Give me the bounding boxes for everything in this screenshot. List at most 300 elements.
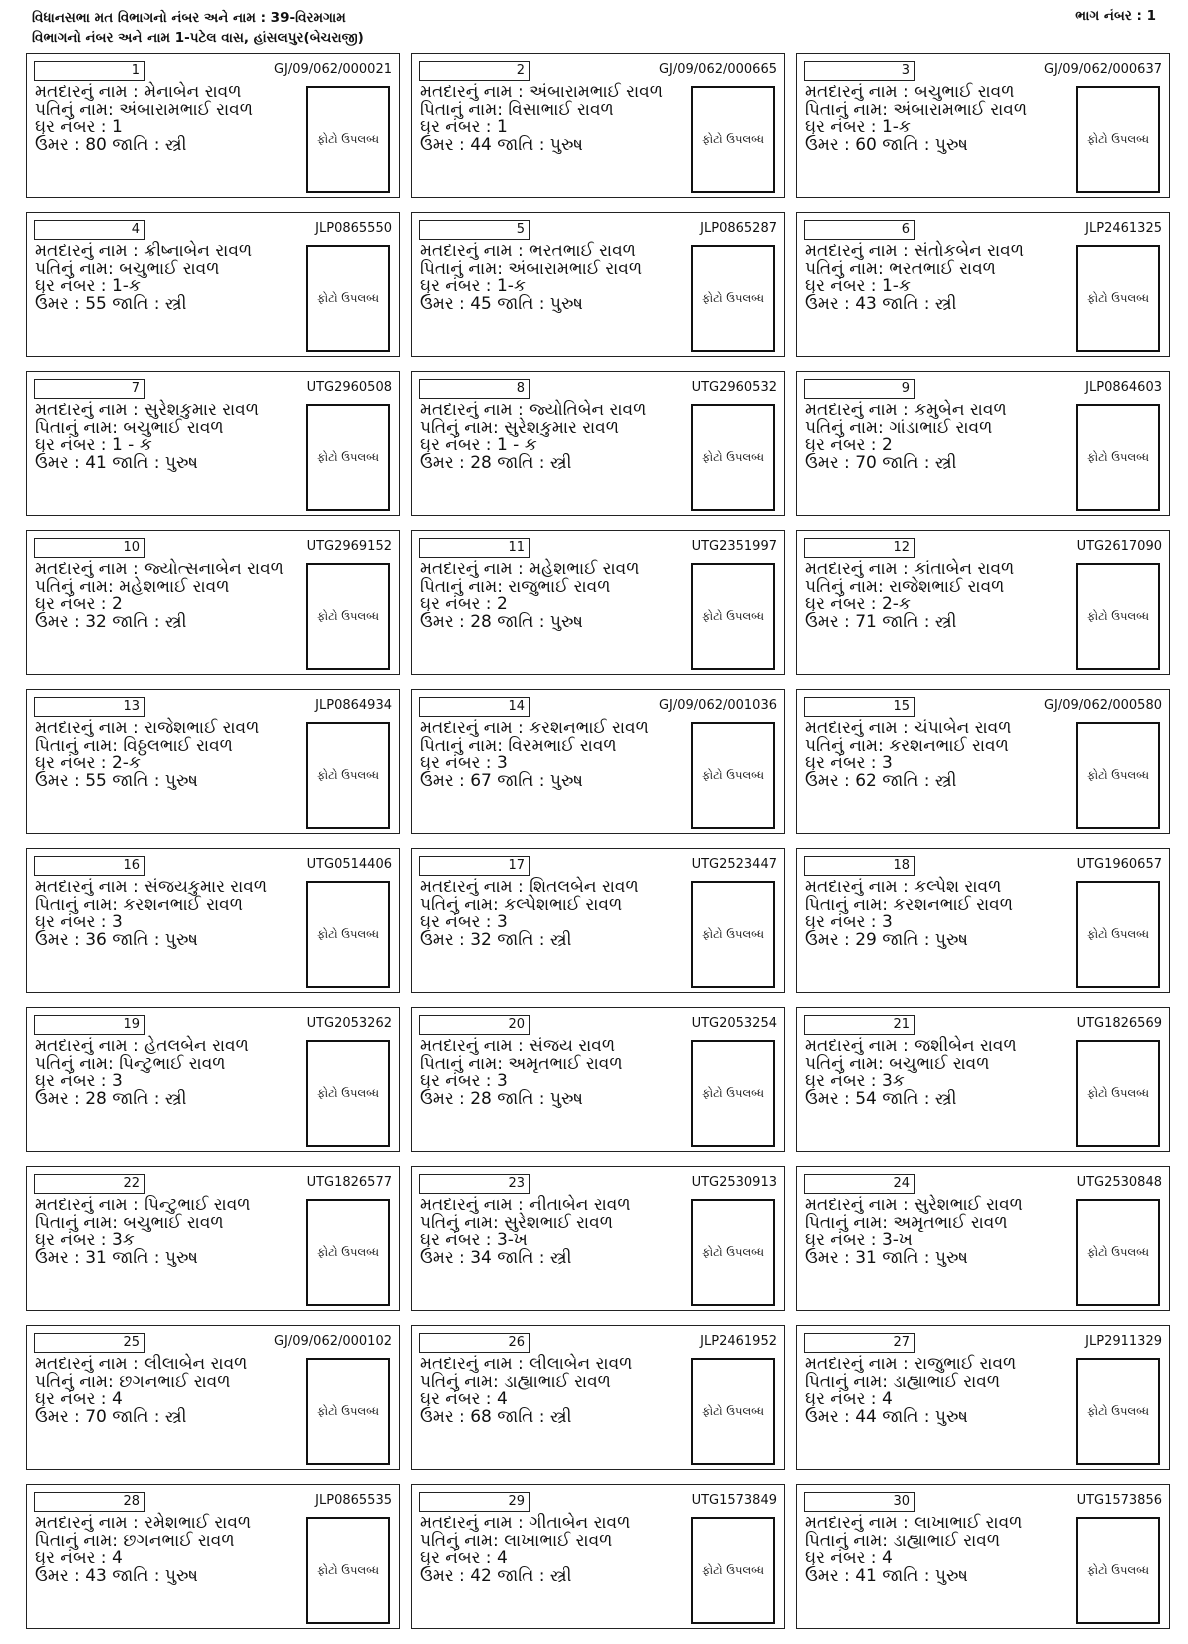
house-number: 1-ક (881, 276, 911, 296)
serial-number: 19 (34, 1015, 145, 1035)
age-label: ઉંમર : (805, 770, 856, 791)
photo-available-label: ફોટો ઉપલબ્ધ (1087, 1563, 1149, 1577)
photo-placeholder (691, 722, 775, 829)
gender-label: જાતિ : (876, 770, 935, 791)
gender-label: જાતિ : (106, 611, 165, 632)
voter-grid (26, 53, 1170, 1629)
photo-available-label: ફોટો ઉપલબ્ધ (1087, 291, 1149, 305)
photo-placeholder (306, 404, 390, 511)
photo-placeholder (1076, 1199, 1160, 1306)
part-number: ભાગ નંબર : 1 (1075, 8, 1156, 24)
voter-card (796, 212, 1170, 357)
age-value: 54 (855, 1088, 877, 1109)
age-label: ઉંમર : (35, 1565, 86, 1586)
photo-placeholder (1076, 1358, 1160, 1465)
gender-value: સ્ત્રી (164, 1088, 187, 1109)
house-label: ઘર નંબર : (805, 1389, 882, 1409)
voter-details (805, 402, 1075, 472)
voter-details (420, 84, 690, 154)
epic-number: UTG2960508 (306, 380, 392, 395)
voter-details (805, 1515, 1075, 1585)
photo-available-label: ફોટો ઉપલબ્ધ (317, 768, 379, 782)
age-gender-line (420, 1565, 690, 1586)
house-number: 4 (881, 1548, 893, 1568)
gender-value: પુરુષ (549, 134, 583, 155)
voter-details (805, 879, 1075, 949)
relation-name: બચુભાઈ રાવળ (123, 417, 224, 438)
relation-label: પિતાનું નામ: (35, 417, 124, 438)
house-label: ઘર નંબર : (805, 117, 882, 137)
age-value: 28 (470, 452, 492, 473)
epic-number: JLP2461952 (700, 1334, 777, 1349)
epic-number: JLP0865550 (315, 221, 392, 236)
voter-card (411, 1325, 785, 1470)
serial-number: 5 (419, 220, 530, 240)
gender-value: સ્ત્રી (164, 611, 187, 632)
relation-name: ભરતભાઈ રાવળ (889, 258, 996, 279)
serial-number: 13 (34, 697, 145, 717)
gender-label: જાતિ : (106, 134, 165, 155)
photo-available-label: ફોટો ઉપલબ્ધ (1087, 132, 1149, 146)
serial-number: 17 (419, 856, 530, 876)
age-gender-line (35, 1406, 305, 1427)
photo-available-label: ફોટો ઉપલબ્ધ (317, 132, 379, 146)
epic-number: UTG2053254 (691, 1016, 777, 1031)
age-label: ઉંમર : (805, 929, 856, 950)
voter-details (805, 720, 1075, 790)
house-label: ઘર નંબર : (420, 1071, 497, 1091)
age-gender-line (805, 1247, 1075, 1268)
gender-value: સ્ત્રી (164, 293, 187, 314)
age-value: 67 (470, 770, 492, 791)
relation-name: સુરેશભાઈ રાવળ (504, 1212, 613, 1233)
age-gender-line (420, 134, 690, 155)
gender-label: જાતિ : (106, 1088, 165, 1109)
age-value: 43 (85, 1565, 107, 1586)
voter-name: કલ્પેશ રાવળ (914, 877, 1002, 897)
age-label: ઉંમર : (420, 1247, 471, 1268)
voter-name: સંજયકુમાર રાવળ (144, 877, 268, 897)
house-number: 1 (111, 117, 123, 137)
age-gender-line (35, 770, 305, 791)
relation-label: પતિનું નામ: (805, 576, 890, 597)
gender-label: જાતિ : (491, 1565, 550, 1586)
age-value: 55 (85, 293, 107, 314)
age-value: 71 (855, 611, 877, 632)
age-value: 41 (85, 452, 107, 473)
house-label: ઘર નંબર : (420, 1389, 497, 1409)
voter-name-label: મતદારનું નામ : (35, 241, 145, 261)
voter-details (35, 561, 305, 631)
voter-name-label: મતદારનું નામ : (805, 82, 915, 102)
age-gender-line (805, 1406, 1075, 1427)
house-label: ઘર નંબર : (805, 1071, 882, 1091)
voter-name-label: મતદારનું નામ : (805, 1513, 915, 1533)
age-value: 31 (85, 1247, 107, 1268)
voter-name-label: મતદારનું નામ : (420, 1036, 530, 1056)
epic-number: UTG0514406 (306, 857, 392, 872)
serial-number: 22 (34, 1174, 145, 1194)
relation-name: બચુભાઈ રાવળ (123, 1212, 224, 1233)
age-label: ઉંમર : (420, 1088, 471, 1109)
section-title: વિભાગનો નંબર અને નામ 1-પટેલ વાસ, હાંસલપુર(બેચરાજી) (32, 30, 364, 46)
age-gender-line (35, 929, 305, 950)
age-label: ઉંમર : (35, 293, 86, 314)
house-label: ઘર નંબર : (35, 1389, 112, 1409)
age-gender-line (35, 1247, 305, 1268)
house-label: ઘર નંબર : (805, 1230, 882, 1250)
relation-label: પિતાનું નામ: (420, 258, 509, 279)
gender-value: સ્ત્રી (164, 134, 187, 155)
gender-label: જાતિ : (491, 134, 550, 155)
epic-number: UTG2960532 (691, 380, 777, 395)
photo-placeholder (691, 86, 775, 193)
voter-card (26, 1007, 400, 1152)
voter-name: જશીબેન રાવળ (914, 1036, 1017, 1056)
serial-number: 29 (419, 1492, 530, 1512)
relation-name: અંબારામભાઈ રાવળ (893, 99, 1028, 120)
relation-label: પતિનું નામ: (805, 417, 890, 438)
voter-details (35, 1197, 305, 1267)
voter-name-label: મતદારનું નામ : (805, 877, 915, 897)
relation-name: રાજેશભાઈ રાવળ (889, 576, 1005, 597)
age-gender-line (35, 134, 305, 155)
age-label: ઉંમર : (35, 134, 86, 155)
relation-name: કરશનભાઈ રાવળ (893, 894, 1014, 915)
gender-label: જાતિ : (491, 611, 550, 632)
voter-details (805, 1197, 1075, 1267)
age-gender-line (420, 1247, 690, 1268)
relation-label: પિતાનું નામ: (805, 1212, 894, 1233)
photo-available-label: ફોટો ઉપલબ્ધ (702, 1245, 764, 1259)
relation-label: પિતાનું નામ: (35, 894, 124, 915)
epic-number: GJ/09/062/000580 (1043, 698, 1162, 713)
serial-number: 2 (419, 61, 530, 81)
photo-available-label: ફોટો ઉપલબ્ધ (317, 450, 379, 464)
voter-name: સુરેશભાઈ રાવળ (914, 1195, 1023, 1215)
voter-card (796, 1325, 1170, 1470)
voter-details (420, 1515, 690, 1585)
voter-card (796, 53, 1170, 198)
voter-name: રાજુભાઈ રાવળ (914, 1354, 1017, 1374)
serial-number: 3 (804, 61, 915, 81)
age-value: 44 (855, 1406, 877, 1427)
house-label: ઘર નંબર : (805, 1548, 882, 1568)
house-number: 3 (111, 912, 123, 932)
voter-name: લાખાભાઈ રાવળ (914, 1513, 1023, 1533)
photo-available-label: ફોટો ઉપલબ્ધ (317, 1563, 379, 1577)
age-gender-line (805, 770, 1075, 791)
age-value: 41 (855, 1565, 877, 1586)
house-label: ઘર નંબર : (35, 912, 112, 932)
gender-label: જાતિ : (876, 134, 935, 155)
serial-number: 7 (34, 379, 145, 399)
relation-label: પતિનું નામ: (420, 894, 505, 915)
age-value: 28 (470, 611, 492, 632)
age-label: ઉંમર : (420, 293, 471, 314)
gender-label: જાતિ : (491, 1247, 550, 1268)
house-number: 2-ક (111, 753, 141, 773)
relation-label: પતિનું નામ: (420, 1212, 505, 1233)
document-header (32, 8, 364, 48)
age-value: 43 (855, 293, 877, 314)
voter-name-label: મતદારનું નામ : (420, 400, 530, 420)
age-gender-line (420, 770, 690, 791)
voter-name-label: મતદારનું નામ : (805, 559, 915, 579)
voter-details (420, 1356, 690, 1426)
gender-value: પુરુષ (164, 1247, 198, 1268)
house-number: 1-ક (111, 276, 141, 296)
voter-card (26, 1166, 400, 1311)
voter-name: જ્યોતિબેન રાવળ (529, 400, 647, 420)
gender-label: જાતિ : (876, 1247, 935, 1268)
relation-name: સુરેશકુમાર રાવળ (504, 417, 620, 438)
age-gender-line (805, 134, 1075, 155)
serial-number: 11 (419, 538, 530, 558)
voter-name: ગીતાબેન રાવળ (529, 1513, 631, 1533)
relation-label: પિતાનું નામ: (805, 894, 894, 915)
voter-name-label: મતદારનું નામ : (35, 1354, 145, 1374)
photo-available-label: ફોટો ઉપલબ્ધ (702, 291, 764, 305)
age-label: ઉંમર : (805, 1088, 856, 1109)
house-label: ઘર નંબર : (805, 594, 882, 614)
voter-card (26, 689, 400, 834)
epic-number: UTG2053262 (306, 1016, 392, 1031)
voter-details (805, 243, 1075, 313)
house-number: 2 (496, 594, 508, 614)
photo-placeholder (306, 722, 390, 829)
voter-name: શિતલબેન રાવળ (529, 877, 639, 897)
relation-label: પતિનું નામ: (805, 258, 890, 279)
relation-label: પિતાનું નામ: (420, 576, 509, 597)
gender-label: જાતિ : (106, 452, 165, 473)
voter-card (411, 1007, 785, 1152)
voter-name-label: મતદારનું નામ : (35, 400, 145, 420)
house-label: ઘર નંબર : (420, 594, 497, 614)
serial-number: 26 (419, 1333, 530, 1353)
house-label: ઘર નંબર : (35, 1548, 112, 1568)
age-value: 29 (855, 929, 877, 950)
house-number: 3 (496, 912, 508, 932)
voter-details (420, 402, 690, 472)
age-gender-line (805, 611, 1075, 632)
age-value: 68 (470, 1406, 492, 1427)
epic-number: JLP0865535 (315, 1493, 392, 1508)
photo-available-label: ફોટો ઉપલબ્ધ (1087, 768, 1149, 782)
relation-name: મહેશભાઈ રાવળ (119, 576, 230, 597)
voter-card (411, 848, 785, 993)
age-value: 80 (85, 134, 107, 155)
house-number: 3 (496, 1071, 508, 1091)
relation-label: પિતાનું નામ: (35, 1212, 124, 1233)
photo-placeholder (1076, 1040, 1160, 1147)
voter-name-label: મતદારનું નામ : (35, 82, 145, 102)
voter-details (420, 561, 690, 631)
voter-name-label: મતદારનું નામ : (35, 559, 145, 579)
voter-name-label: મતદારનું નામ : (805, 1354, 915, 1374)
photo-placeholder (306, 1517, 390, 1624)
relation-name: કલ્પેશભાઈ રાવળ (504, 894, 623, 915)
serial-number: 18 (804, 856, 915, 876)
voter-details (805, 84, 1075, 154)
photo-placeholder (691, 1358, 775, 1465)
voter-name: સુરેશકુમાર રાવળ (144, 400, 260, 420)
age-value: 55 (85, 770, 107, 791)
age-label: ઉંમર : (420, 1565, 471, 1586)
photo-placeholder (691, 245, 775, 352)
gender-label: જાતિ : (876, 1406, 935, 1427)
gender-label: જાતિ : (106, 1247, 165, 1268)
gender-value: સ્ત્રી (934, 293, 957, 314)
voter-name: કમુબેન રાવળ (914, 400, 1007, 420)
house-number: 1 - ક (111, 435, 152, 455)
voter-details (35, 1356, 305, 1426)
photo-available-label: ફોટો ઉપલબ્ધ (1087, 1086, 1149, 1100)
voter-name-label: મતદારનું નામ : (35, 877, 145, 897)
gender-label: જાતિ : (876, 929, 935, 950)
relation-label: પતિનું નામ: (420, 1530, 505, 1551)
assembly-constituency-title: વિધાનસભા મત વિભાગનો નંબર અને નામ : 39-વિરમગામ (32, 10, 346, 26)
gender-label: જાતિ : (491, 1406, 550, 1427)
epic-number: UTG1573849 (691, 1493, 777, 1508)
voter-name: મહેશભાઈ રાવળ (529, 559, 640, 579)
photo-placeholder (306, 881, 390, 988)
gender-label: જાતિ : (491, 770, 550, 791)
photo-available-label: ફોટો ઉપલબ્ધ (1087, 1245, 1149, 1259)
voter-name-label: મતદારનું નામ : (35, 718, 145, 738)
age-gender-line (805, 293, 1075, 314)
relation-label: પતિનું નામ: (805, 1053, 890, 1074)
age-label: ઉંમર : (35, 1088, 86, 1109)
voter-name-label: મતદારનું નામ : (805, 241, 915, 261)
voter-name: કરશનભાઈ રાવળ (529, 718, 649, 738)
epic-number: UTG1826577 (306, 1175, 392, 1190)
gender-label: જાતિ : (106, 1406, 165, 1427)
epic-number: UTG1573856 (1076, 1493, 1162, 1508)
voter-details (35, 720, 305, 790)
voter-details (35, 879, 305, 949)
voter-card (411, 1166, 785, 1311)
age-value: 70 (855, 452, 877, 473)
age-label: ઉંમર : (805, 293, 856, 314)
relation-name: ડાહ્યાભાઈ રાવળ (893, 1371, 1001, 1392)
gender-label: જાતિ : (491, 293, 550, 314)
relation-name: પિન્ટુભાઈ રાવળ (119, 1053, 226, 1074)
relation-name: વિરમભાઈ રાવળ (508, 735, 617, 756)
house-number: 3 (111, 1071, 123, 1091)
voter-name: કાંતાબેન રાવળ (914, 559, 1015, 579)
photo-available-label: ફોટો ઉપલબ્ધ (1087, 450, 1149, 464)
photo-placeholder (691, 881, 775, 988)
house-label: ઘર નંબર : (35, 594, 112, 614)
photo-placeholder (1076, 563, 1160, 670)
house-number: 3 (881, 753, 893, 773)
voter-card (26, 212, 400, 357)
gender-label: જાતિ : (106, 1565, 165, 1586)
relation-name: બચુભાઈ રાવળ (889, 1053, 990, 1074)
serial-number: 9 (804, 379, 915, 399)
house-label: ઘર નંબર : (420, 753, 497, 773)
relation-label: પતિનું નામ: (35, 1371, 120, 1392)
photo-placeholder (691, 563, 775, 670)
voter-card (26, 1484, 400, 1629)
age-gender-line (420, 1088, 690, 1109)
house-label: ઘર નંબર : (805, 912, 882, 932)
epic-number: UTG2530913 (691, 1175, 777, 1190)
voter-name-label: મતદારનું નામ : (420, 82, 530, 102)
gender-value: પુરુષ (549, 611, 583, 632)
voter-details (805, 1038, 1075, 1108)
relation-label: પતિનું નામ: (420, 1371, 505, 1392)
epic-number: UTG2617090 (1076, 539, 1162, 554)
photo-available-label: ફોટો ઉપલબ્ધ (1087, 609, 1149, 623)
epic-number: GJ/09/062/000102 (273, 1334, 392, 1349)
photo-available-label: ફોટો ઉપલબ્ધ (317, 927, 379, 941)
house-label: ઘર નંબર : (420, 276, 497, 296)
serial-number: 23 (419, 1174, 530, 1194)
house-label: ઘર નંબર : (420, 1548, 497, 1568)
relation-label: પતિનું નામ: (420, 417, 505, 438)
voter-details (35, 84, 305, 154)
voter-name: લીલાબેન રાવળ (144, 1354, 248, 1374)
house-label: ઘર નંબર : (35, 753, 112, 773)
gender-label: જાતિ : (106, 770, 165, 791)
gender-label: જાતિ : (876, 1088, 935, 1109)
gender-value: પુરુષ (164, 929, 198, 950)
gender-label: જાતિ : (491, 929, 550, 950)
serial-number: 12 (804, 538, 915, 558)
house-number: 3ક (881, 1071, 905, 1091)
voter-name: રમેશભાઈ રાવળ (144, 1513, 252, 1533)
gender-value: પુરુષ (549, 293, 583, 314)
voter-details (420, 720, 690, 790)
house-number: 4 (881, 1389, 893, 1409)
gender-label: જાતિ : (876, 1565, 935, 1586)
relation-name: અંબારામભાઈ રાવળ (119, 99, 253, 120)
gender-value: પુરુષ (934, 134, 968, 155)
house-number: 2 (111, 594, 123, 614)
epic-number: GJ/09/062/001036 (658, 698, 777, 713)
voter-name-label: મતદારનું નામ : (420, 718, 530, 738)
serial-number: 6 (804, 220, 915, 240)
age-label: ઉંમર : (420, 134, 471, 155)
photo-placeholder (691, 1199, 775, 1306)
age-gender-line (420, 1406, 690, 1427)
gender-value: પુરુષ (934, 929, 968, 950)
epic-number: UTG1826569 (1076, 1016, 1162, 1031)
voter-card (411, 371, 785, 516)
gender-value: પુરુષ (164, 452, 198, 473)
relation-label: પતિનું નામ: (805, 735, 890, 756)
age-label: ઉંમર : (420, 929, 471, 950)
voter-name-label: મતદારનું નામ : (805, 1195, 915, 1215)
relation-name: કરશનભાઈ રાવળ (889, 735, 1009, 756)
age-gender-line (805, 1088, 1075, 1109)
voter-card (796, 530, 1170, 675)
voter-details (420, 243, 690, 313)
voter-name: મેનાબેન રાવળ (144, 82, 242, 102)
voter-card (796, 1166, 1170, 1311)
house-label: ઘર નંબર : (805, 435, 882, 455)
voter-card (411, 1484, 785, 1629)
voter-name-label: મતદારનું નામ : (420, 1195, 530, 1215)
serial-number: 10 (34, 538, 145, 558)
voter-card (26, 848, 400, 993)
age-label: ઉંમર : (420, 611, 471, 632)
age-value: 28 (85, 1088, 107, 1109)
house-number: 4 (496, 1548, 508, 1568)
relation-label: પિતાનું નામ: (805, 1530, 894, 1551)
